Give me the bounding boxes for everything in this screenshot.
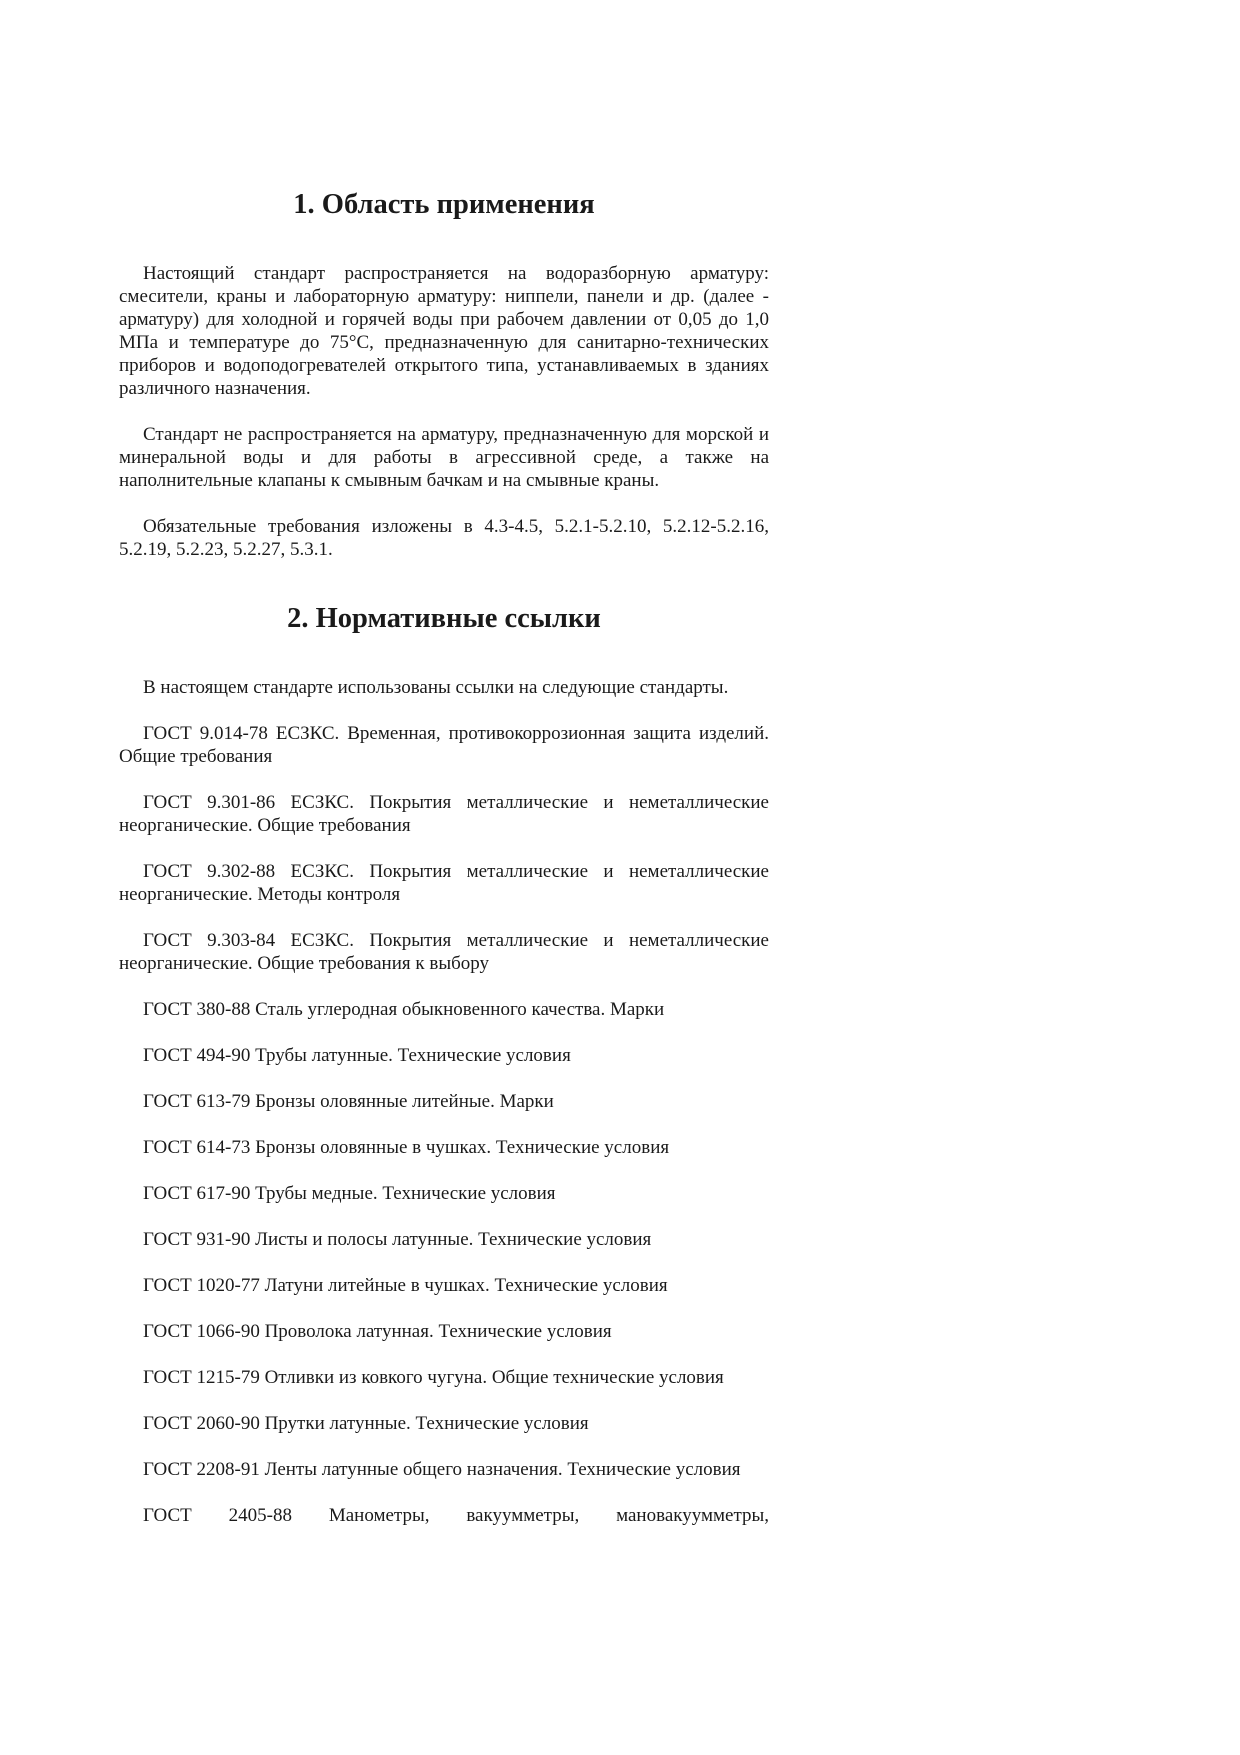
- reference-item: ГОСТ 9.301-86 ЕСЗКС. Покрытия металлические и неметаллические неорганические. Общие требования: [119, 792, 769, 836]
- reference-item: ГОСТ 1066-90 Проволока латунная. Технические условия: [143, 1321, 612, 1342]
- reference-item: ГОСТ 931-90 Листы и полосы латунные. Технические условия: [143, 1229, 652, 1250]
- reference-item: ГОСТ 1020-77 Латуни литейные в чушках. Технические условия: [143, 1275, 668, 1296]
- reference-item: ГОСТ 380-88 Сталь углеродная обыкновенного качества. Марки: [143, 999, 665, 1020]
- reference-item: ГОСТ 2060-90 Прутки латунные. Технические условия: [143, 1413, 589, 1434]
- document-page: [119, 189, 769, 1527]
- reference-item: ГОСТ 9.014-78 ЕСЗКС. Временная, противокоррозионная защита изделий. Общие требования: [119, 723, 769, 767]
- reference-item: ГОСТ 1215-79 Отливки из ковкого чугуна. Общие технические условия: [143, 1367, 724, 1388]
- references-intro-paragraph: В настоящем стандарте использованы ссылки на следующие стандарты.: [143, 677, 729, 698]
- reference-item: ГОСТ 2405-88 Манометры, вакуумметры, мановакуумметры,: [143, 1505, 769, 1526]
- reference-item: ГОСТ 617-90 Трубы медные. Технические условия: [143, 1183, 556, 1204]
- mandatory-requirements-paragraph: Обязательные требования изложены в 4.3-4.5, 5.2.1-5.2.10, 5.2.12-5.2.16, 5.2.19, 5.2.23, 5.2.27, 5.3.1.: [119, 516, 769, 560]
- reference-item: ГОСТ 494-90 Трубы латунные. Технические условия: [143, 1045, 571, 1066]
- reference-item: ГОСТ 614-73 Бронзы оловянные в чушках. Технические условия: [143, 1137, 670, 1158]
- section-2-heading: 2. Нормативные ссылки: [287, 603, 601, 634]
- reference-item: ГОСТ 9.303-84 ЕСЗКС. Покрытия металлические и неметаллические неорганические. Общие требования к выбору: [119, 930, 769, 974]
- reference-item: ГОСТ 613-79 Бронзы оловянные литейные. Марки: [143, 1091, 554, 1112]
- reference-item: ГОСТ 9.302-88 ЕСЗКС. Покрытия металлические и неметаллические неорганические. Методы контроля: [119, 861, 769, 905]
- section-1-heading: 1. Область применения: [293, 189, 595, 220]
- scope-exclusion-paragraph: Стандарт не распространяется на арматуру, предназначенную для морской и минеральной воды и для работы в агрессивной среде, а также на наполнительные клапаны к смывным бачкам и на смывные краны.: [119, 424, 769, 491]
- scope-paragraph: Настоящий стандарт распространяется на водоразборную арматуру: смесители, краны и лабораторную арматуру: ниппели, панели и др. (далее - арматуру) для холодной и горячей воды при рабочем давлении от 0,05 до 1,0 МПа и температуре до 75°С, предназначенную для санитарно-технических приборов и водоподогревателей открытого типа, устанавливаемых в зданиях различного назначения.: [119, 263, 769, 399]
- reference-item: ГОСТ 2208-91 Ленты латунные общего назначения. Технические условия: [143, 1459, 741, 1480]
